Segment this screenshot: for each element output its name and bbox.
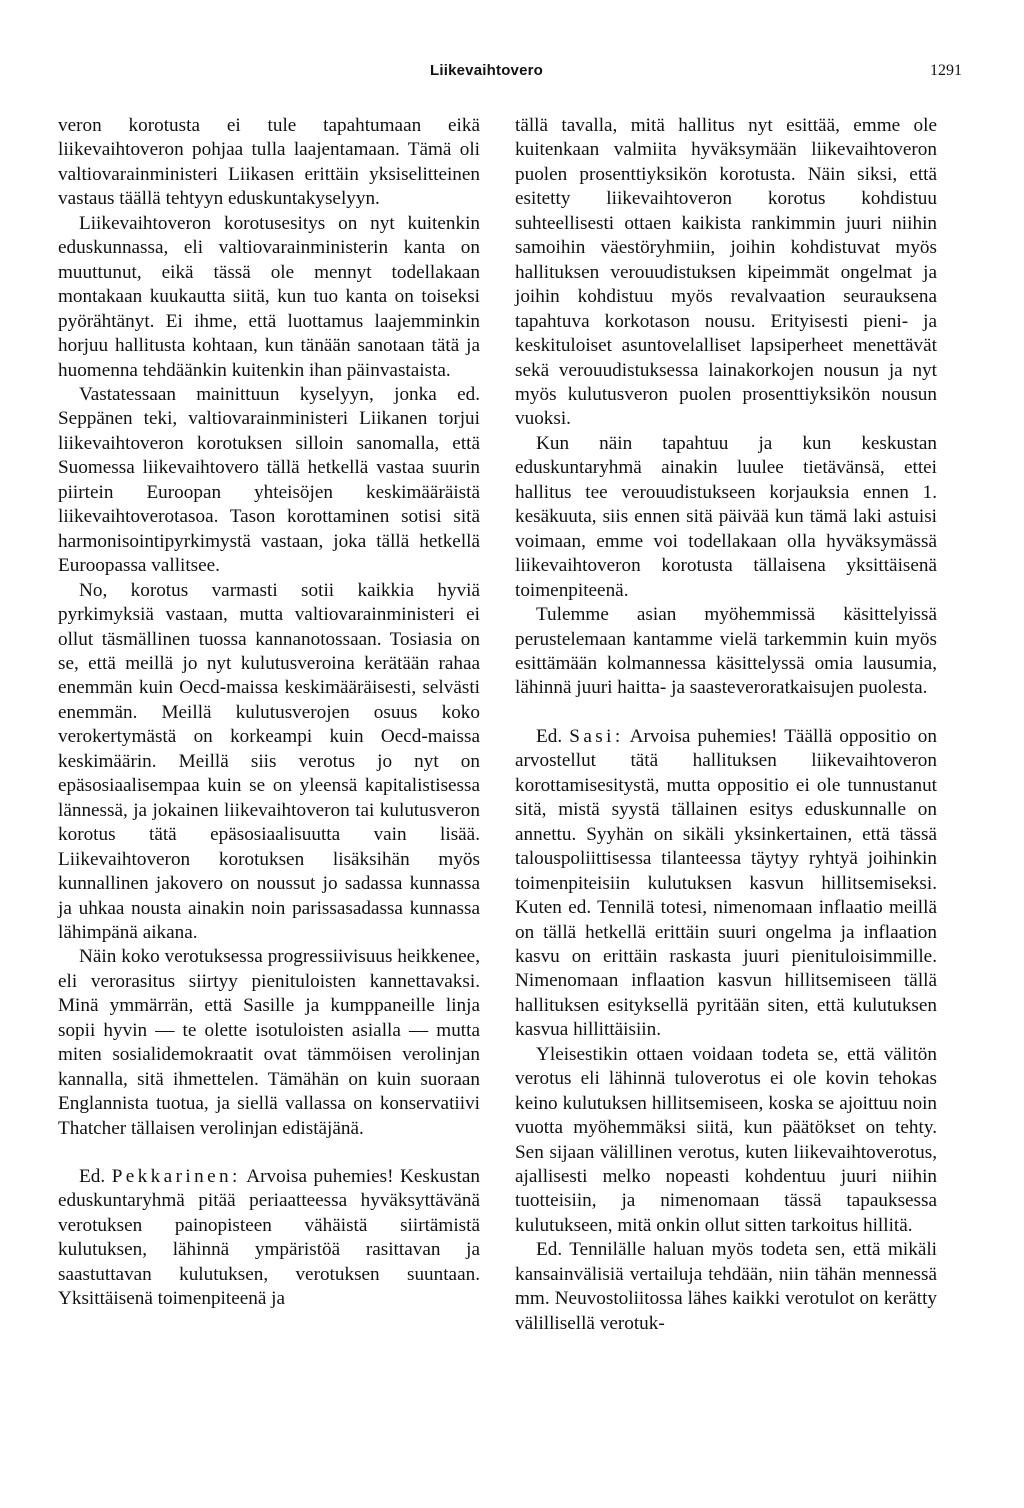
paragraph: Yleisestikin ottaen voidaan todeta se, että välitön verotus eli lähinnä tuloverotus ei ole kovin tehokas keino kulutuksen hillitsemiseen, koska se ajoittuu noin vuotta myöhemmäksi siitä, kun päätökset on tehty. Sen sijaan välillinen verotus, kuten liikevaihtoverotus, ajallisesti melko nopeasti kohdentuu juuri niihin tuotteisiin, ja nimenomaan tässä tapauksessa kulutukseen, mitä onkin ollut sitten tarkoitus hillitä. — [515, 1043, 937, 1236]
left-column — [58, 114, 480, 1312]
speaker-name: Pekkarinen: — [111, 1166, 241, 1188]
speaker-name: Sasi: — [569, 725, 624, 747]
paragraph: tällä tavalla, mitä hallitus nyt esittää, emme ole kuitenkaan valmiita hyväksymään liikevaihtoveron puolen prosenttiyksikön korotusta. Näin siksi, että esitetty liikevaihtoveron korotus kohdistuu suhteellisesti ottaen kaikista rankimmin juuri niihin samoihin väestöryhmiin, joihin kohdistuvat myös hallituksen verouudistuksen kipeimmät ongelmat ja joihin kohdistuu myös revalvaation seurauksena tapahtuva korkotason nousu. Erityisesti pieni- ja keskituloiset asuntovelalliset lapsiperheet menettävät sekä verouudistuksessa lainakorkojen nousun ja nyt myös kulutusveron puolen prosenttiyksikön nousun vuoksi. — [515, 115, 937, 430]
speaker-prefix: Ed. — [536, 725, 563, 747]
speaker-prefix: Ed. — [79, 1166, 106, 1188]
page-header — [0, 62, 1024, 86]
speech-paragraph — [515, 725, 937, 1043]
paragraph: Vastatessaan mainittuun kyselyyn, jonka ed. Seppänen teki, valtiovarainministeri Liikanen torjui liikevaihtoveron korotuksen silloin sanomalla, että Suomessa liikevaihtovero tällä hetkellä vastaa suurin piirtein Euroopan yhteisöjen keskimääräistä liikevaihtoverotasoa. Tason korottaminen sotisi sitä harmonisointipyrkimystä vastaan, joka tällä hetkellä Euroopassa vallitsee. — [58, 383, 480, 577]
right-column — [515, 114, 937, 1336]
paragraph: veron korotusta ei tule tapahtumaan eikä liikevaihtoveron pohjaa tulla laajentamaan. Tämä oli valtiovarainministeri Liikasen erittäin yksiselitteinen vastaus täällä tehtyyn eduskuntakyselyyn. — [58, 115, 480, 210]
paragraph: Tulemme asian myöhemmissä käsittelyissä perustelemaan kantamme vielä tarkemmin kuin myös esittämään kolmannessa käsittelyssä omia lausumia, lähinnä juuri haitta- ja saasteveroratkaisujen puolesta. — [515, 604, 937, 699]
paragraph: Kun näin tapahtuu ja kun keskustan eduskuntaryhmä ainakin luulee tietävänsä, ettei hallitus tee verouudistukseen korjauksia ennen 1. kesäkuuta, siis ennen sitä päivää kun tämä laki astuisi voimaan, emme voi todellakaan olla hyväksymässä liikevaihtoveron korotusta tällaisena yksittäisenä toimenpiteenä. — [515, 432, 937, 601]
page-number: 1291 — [930, 62, 962, 79]
speech-paragraph — [58, 1165, 480, 1312]
running-title: Liikevaihtovero — [430, 62, 544, 79]
speech-text: Arvoisa puhemies! Täällä oppositio on arvostellut tätä hallituksen liikevaihtoveron korottamisesitystä, mutta oppositio ei ole tunnustanut sitä, mistä syystä tällainen esitys eduskunnalle on annettu. Syyhän on sikäli yksinkertainen, että tässä talouspoliittisessa tilanteessa täytyy ryhtyä joihinkin toimenpiteisiin kulutuksen kasvun hillitsemiseksi. Kuten ed. Tennilä totesi, nimenomaan inflaatio meillä on tällä hetkellä erittäin suuri ongelma ja inflaation kasvu on erittäin raskasta juuri pienituloisimmille. Nimenomaan inflaation kasvun hillitsemiseen tällä hallituksen esityksellä pyritään siten, että kulutuksen kasvua hillittäisiin. — [515, 725, 937, 1041]
paragraph: Ed. Tennilälle haluan myös todeta sen, että mikäli kansainvälisiä vertailuja tehdään, niin tähän mennessä mm. Neuvostoliitossa lähes kaikki verotulot on kerätty välillisellä verotuk- — [515, 1239, 937, 1334]
paragraph: Näin koko verotuksessa progressiivisuus heikkenee, eli verorasitus siirtyy pienituloisten kannettavaksi. Minä ymmärrän, että Sasille ja kumppaneille linja sopii hyvin — te olette isotuloisten asialla — mutta miten sosialidemokraatit ovat tämmöisen verolinjan kannalla, sitä ihmettelen. Tämähän on kuin suoraan Englannista tuotua, ja siellä vallassa on konservatiivi Thatcher tällaisen verolinjan edistäjänä. — [58, 946, 480, 1139]
paragraph: No, korotus varmasti sotii kaikkia hyviä pyrkimyksiä vastaan, mutta valtiovarainministeri ei ollut täsmällinen tuossa kannanotossaan. Tosiasia on se, että meillä jo nyt kulutusveroina kerätään rahaa enemmän kuin Oecd-maissa keskimääräisesti, selvästi enemmän. Meillä kulutusverojen osuus koko verokertymästä on korkeampi kuin Oecd-maissa keskimäärin. Meillä siis verotus jo nyt on epäsosiaalisempaa kuin se on yleensä kapitalistisessa lännessä, ja jokainen liikevaihtoveron tai kulutusveron korotus tätä epäsosiaalisuutta vain lisää. Liikevaihtoveron korotuksen lisäksihän myös kunnallinen jakovero on noussut jo sadassa kunnassa ja uhkaa nousta ainakin noin parissasadassa kunnassa lähimpänä aikana. — [58, 579, 480, 943]
speech-text: Arvoisa puhemies! Keskustan eduskuntaryhmä pitää periaatteessa hyväksyttävänä verotuksen painopisteen vähäistä siirtämistä kulutuksen, lähinnä ympäristöä rasittavan ja saastuttavan kulutuksen, verotuksen suuntaan. Yksittäisenä toimenpiteenä ja — [58, 1166, 480, 1310]
paragraph: Liikevaihtoveron korotusesitys on nyt kuitenkin eduskunnassa, eli valtiovarainministerin kanta on muuttunut, eikä tässä ole mennyt todellakaan montakaan kuukautta siitä, kun tuo kanta on toiseksi pyörähtänyt. Ei ihme, että luottamus laajemminkin horjuu hallitusta kohtaan, kun tänään sanotaan tätä ja huomenna tehdäänkin kuitenkin ihan päinvastaista. — [58, 212, 480, 381]
